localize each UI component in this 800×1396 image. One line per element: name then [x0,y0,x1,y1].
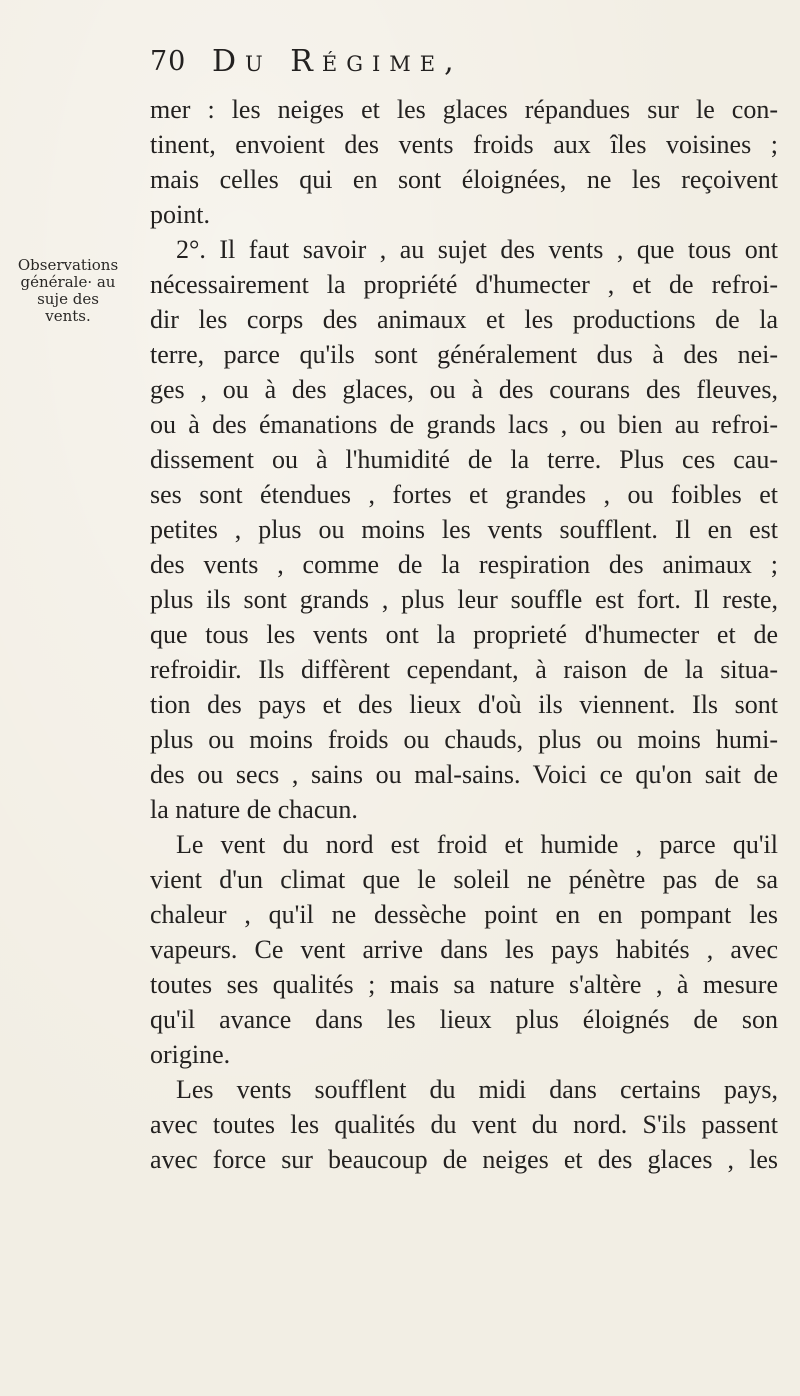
text-line: la nature de chacun. [150,795,358,824]
text-line: avec force sur beaucoup de neiges et des glaces , les [150,1145,778,1174]
margin-note [12,257,124,325]
text-line: tinent, envoient des vents froids aux îles voisines ; [150,130,778,159]
text-line: origine. [150,1040,231,1069]
margin-note-line: générale· au [20,273,116,291]
text-line: chaleur , qu'il ne dessèche point en en pompant les [150,900,778,929]
text-line: petites , plus ou moins les vents soufflent. Il en est [150,515,778,544]
body-text [150,92,778,1177]
text-line: des ou secs , sains ou mal-sains. Voici ce qu'on sait de [150,760,778,789]
text-line: toutes ses qualités ; mais sa nature s'altère , à mesure [150,970,778,999]
text-line: mais celles qui en sont éloignées, ne les reçoivent [150,165,778,194]
text-line: vapeurs. Ce vent arrive dans les pays habités , avec [150,935,778,964]
text-line: plus ils sont grands , plus leur souffle est fort. Il reste, [150,585,778,614]
text-line: nécessairement la propriété d'humecter , et de refroi- [150,270,778,299]
text-line: refroidir. Ils diffèrent cependant, à raison de la situa- [150,655,778,684]
text-line: Les vents soufflent du midi dans certains pays, [176,1075,778,1104]
margin-note-line: Observations [17,256,119,274]
margin-note-line: vents. [45,307,91,325]
margin-note-line: suje des [37,290,99,308]
text-line: qu'il avance dans les lieux plus éloignés de son [150,1005,778,1034]
text-line: 2°. Il faut savoir , au sujet des vents , que tous ont [176,235,778,264]
text-line: ses sont étendues , fortes et grandes , ou foibles et [150,480,778,509]
running-title: Du Régime, [212,44,463,79]
page-header [150,40,770,90]
text-line: dir les corps des animaux et les productions de la [150,305,778,334]
text-line: terre, parce qu'ils sont généralement dus à des nei- [150,340,778,369]
text-line: vient d'un climat que le soleil ne pénètre pas de sa [150,865,778,894]
text-line: mer : les neiges et les glaces répandues sur le con- [150,95,778,124]
text-line: tion des pays et des lieux d'où ils viennent. Ils sont [150,690,778,719]
text-line: que tous les vents ont la proprieté d'humecter et de [150,620,778,649]
text-line: plus ou moins froids ou chauds, plus ou moins humi- [150,725,778,754]
text-line: point. [150,200,210,229]
text-line: ou à des émanations de grands lacs , ou bien au refroi- [150,410,778,439]
text-line: Le vent du nord est froid et humide , parce qu'il [176,830,778,859]
text-line: avec toutes les qualités du vent du nord. S'ils passent [150,1110,778,1139]
text-line: ges , ou à des glaces, ou à des courans des fleuves, [150,375,778,404]
text-line: des vents , comme de la respiration des animaux ; [150,550,778,579]
text-line: dissement ou à l'humidité de la terre. Plus ces cau- [150,445,778,474]
page-number: 70 [150,46,187,77]
